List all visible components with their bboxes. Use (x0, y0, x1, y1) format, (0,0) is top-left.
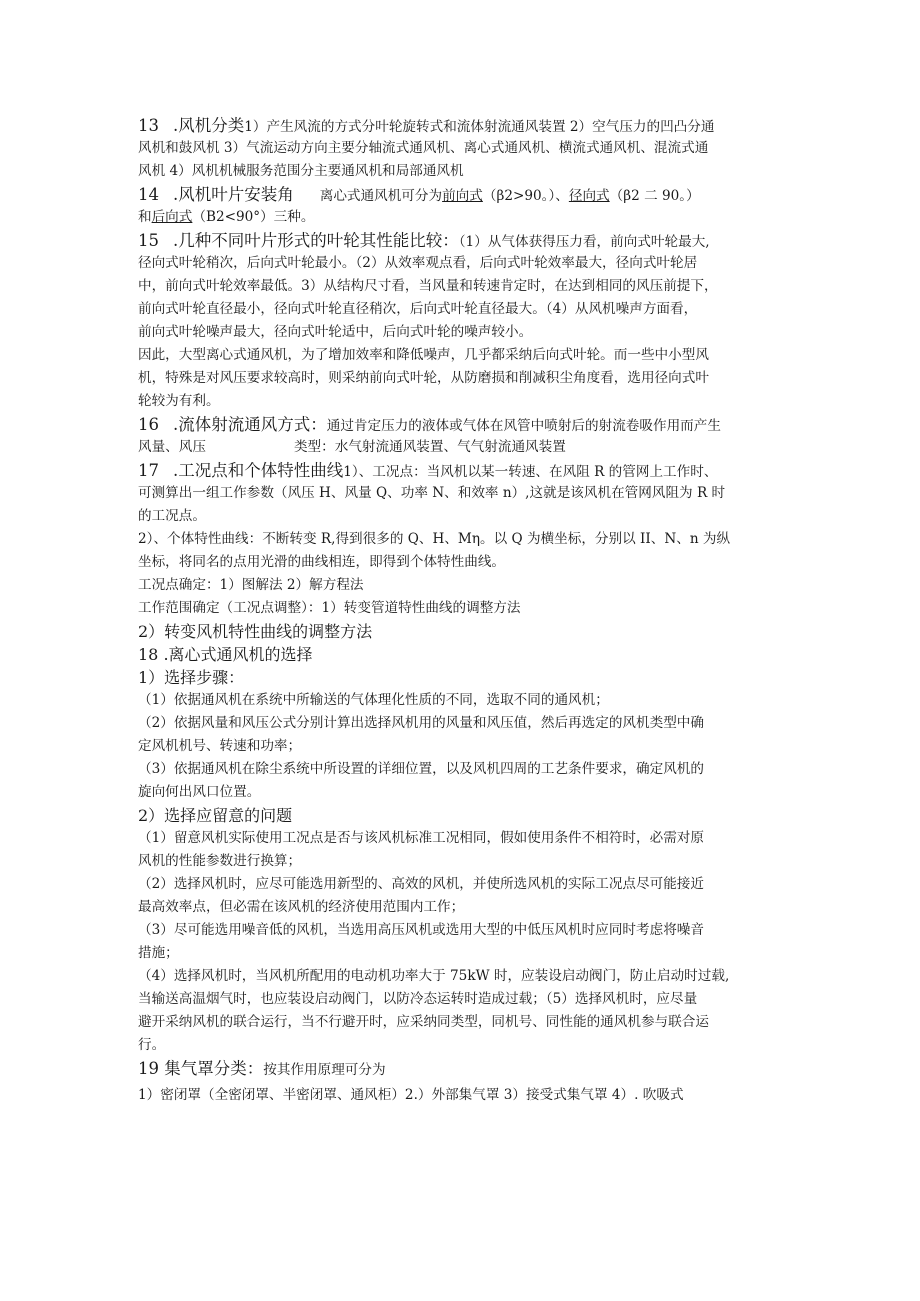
section-17-line-3: 的工况点。 (138, 508, 206, 524)
section-18-note-5b: 行。 (138, 1037, 166, 1053)
section-15-line-7: 机，特殊是对风压要求较高时，则采纳前向式叶轮，从防磨损和削减积尘角度看，选用径向式叶 (138, 370, 709, 386)
section-18-subheading-2: 2）选择应留意的问题 (138, 806, 293, 825)
section-14-text-e: （B2<90°）三种。 (192, 209, 315, 225)
section-16-text-1: 通过肯定压力的液体或气体在风管中喷射后的射流卷吸作用而产生 (326, 418, 721, 434)
section-15-text-1: （1）从气体获得压力看，前向式叶轮最大, (458, 234, 710, 250)
section-15-line-8: 轮较为有利。 (138, 393, 220, 409)
section-17-number: 17 (138, 461, 159, 480)
section-18-note-2b: 最高效率点，但必需在该风机的经济使用范围内工作； (138, 899, 465, 915)
section-13-line-1 (138, 114, 788, 137)
radial-type-term: 径向式 (568, 188, 610, 204)
section-18-note-3b: 措施； (138, 945, 179, 961)
section-15-line-3: 中，前向式叶轮效率最低。3）从结构尺寸看，当风量和转速肯定时，在达到相同的风压前提下， (138, 278, 718, 294)
section-15-line-6: 因此，大型离心式通风机，为了增加效率和降低噪声，几乎都采纳后向式叶轮。而一些中小型风 (138, 347, 709, 363)
section-14-text-a: 离心式通风机可分为 (319, 188, 443, 204)
section-18-note-3a: （3）尽可能选用噪音低的风机，当选用高压风机或选用大型的中低压风机时应同时考虑将噪音 (138, 922, 704, 938)
section-15-line-2: 径向式叶轮稍次，后向式叶轮最小。（2）从效率观点看，后向式叶轮效率最大，径向式叶轮居 (138, 255, 698, 271)
section-17-line-2: 可测算出一组工作参数（风压 H、风量 Q、功率 N、和效率 n）,这就是该风机在管网风阻为 R 时 (138, 485, 726, 501)
section-13-number: 13 (138, 116, 159, 135)
section-14-text-c: （β2 二 90。） (609, 188, 700, 204)
section-13-title: .风机分类 (173, 116, 245, 135)
section-16-title: .流体射流通风方式： (173, 415, 327, 434)
section-15-line-1 (138, 229, 788, 252)
section-16-line-2 (138, 436, 788, 459)
section-16-text-2a: 风量、风压 (138, 439, 206, 455)
section-16-text-2b: 类型：水气射流通风装置、气气射流通风装置 (293, 439, 566, 455)
section-15-number: 15 (138, 231, 159, 250)
section-18-note-1b: 风机的性能参数进行换算； (138, 853, 302, 869)
section-15-line-5: 前向式叶轮噪声最大，径向式叶轮适中，后向式叶轮的噪声较小。 (138, 324, 533, 340)
forward-type-term: 前向式 (442, 188, 483, 204)
section-18-step-2a: （2）依据风量和风压公式分别计算出选择风机用的风量和风压值，然后再选定的风机类型中确 (138, 715, 704, 731)
section-14-text-d: 和 (138, 209, 152, 225)
section-14-line-1 (138, 183, 788, 206)
section-18-step-3a: （3）依据通风机在除尘系统中所设置的详细位置，以及风机四周的工艺条件要求，确定风机的 (138, 761, 704, 777)
section-17-line-4: 2）、个体特性曲线：不断转变 R,得到很多的 Q、H、Mη。以 Q 为横坐标，分别以 II、N、n 为纵 (138, 531, 731, 547)
section-17-line-8: 2）转变风机特性曲线的调整方法 (138, 622, 373, 641)
section-17-line-6: 工况点确定：1）图解法 2）解方程法 (138, 577, 364, 593)
section-18-step-1: （1）依据通风机在系统中所输送的气体理化性质的不同，选取不同的通风机； (138, 692, 609, 708)
document-body (138, 114, 788, 1107)
section-18-note-1a: （1）留意风机实际使用工况点是否与该风机标准工况相同，假如使用条件不相符时，必需对原 (138, 830, 704, 846)
backward-type-term: 后向式 (151, 209, 193, 225)
section-14-text-b: （β2>90。）、 (482, 188, 569, 204)
section-17-line-7: 工作范围确定（工况点调整）：1）转变管道特性曲线的调整方法 (138, 600, 521, 616)
section-16-number: 16 (138, 415, 159, 434)
section-13-line-2: 风机和鼓风机 3）气流运动方向主要分轴流式通风机、离心式通风机、横流式通风机、混流式通 (138, 140, 709, 156)
section-18-note-4a: （4）选择风机时，当风机所配用的电动机功率大于 75kW 时，应装设启动阀门，防止启动时过载, (138, 968, 730, 984)
section-17-title: .工况点和个体特性曲线 (173, 461, 344, 480)
section-13-line-3: 风机 4）风机机械服务范围分主要通风机和局部通风机 (138, 163, 464, 179)
section-18-step-2b: 定风机机号、转速和功率； (138, 738, 302, 754)
section-16-line-1 (138, 413, 788, 436)
section-17-text-1: 1）、工况点：当风机以某一转速、在风阻 R 的管网上工作时、 (343, 464, 718, 480)
section-18-title: 18 .离心式通风机的选择 (138, 645, 313, 664)
section-19-title: 19 集气罩分类： (138, 1059, 264, 1078)
section-17-line-5: 坐标，将同名的点用光滑的曲线相连，即得到个体特性曲线。 (138, 554, 506, 570)
section-18-note-5a: 避开采纳风机的联合运行，当不行避开时，应采纳同类型，同机号、同性能的通风机参与联合运 (138, 1014, 709, 1030)
section-14-line-2 (138, 206, 788, 229)
section-14-title: .风机叶片安装角 (173, 185, 294, 204)
section-15-title: .几种不同叶片形式的叶轮其性能比较： (173, 231, 459, 250)
section-18-subheading-1: 1）选择步骤： (138, 668, 245, 687)
section-17-line-1 (138, 459, 788, 482)
section-19-text-1: 按其作用原理可分为 (263, 1062, 386, 1078)
section-18-note-2a: （2）选择风机时，应尽可能选用新型的、高效的风机，并使所选风机的实际工况点尽可能接近 (138, 876, 704, 892)
section-19-line-2: 1）密闭罩（全密闭罩、半密闭罩、通风柜）2.）外部集气罩 3）接受式集气罩 4）. 吹吸式 (138, 1087, 684, 1103)
section-15-line-4: 前向式叶轮直径最小，径向式叶轮直径稍次，后向式叶轮直径最大。（4）从风机噪声方面看， (138, 301, 698, 317)
section-18-note-4b: 当输送高温烟气时，也应装设启动阀门，以防冷态运转时造成过载；（5）选择风机时，应尽量 (138, 991, 698, 1007)
section-14-number: 14 (138, 185, 159, 204)
section-19-line-1 (138, 1057, 788, 1080)
section-18-step-3b: 旋向何出风口位置。 (138, 784, 261, 800)
section-13-text-1: 1）产生风流的方式分叶轮旋转式和流体射流通风装置 2）空气压力的凹凸分通 (244, 119, 715, 135)
